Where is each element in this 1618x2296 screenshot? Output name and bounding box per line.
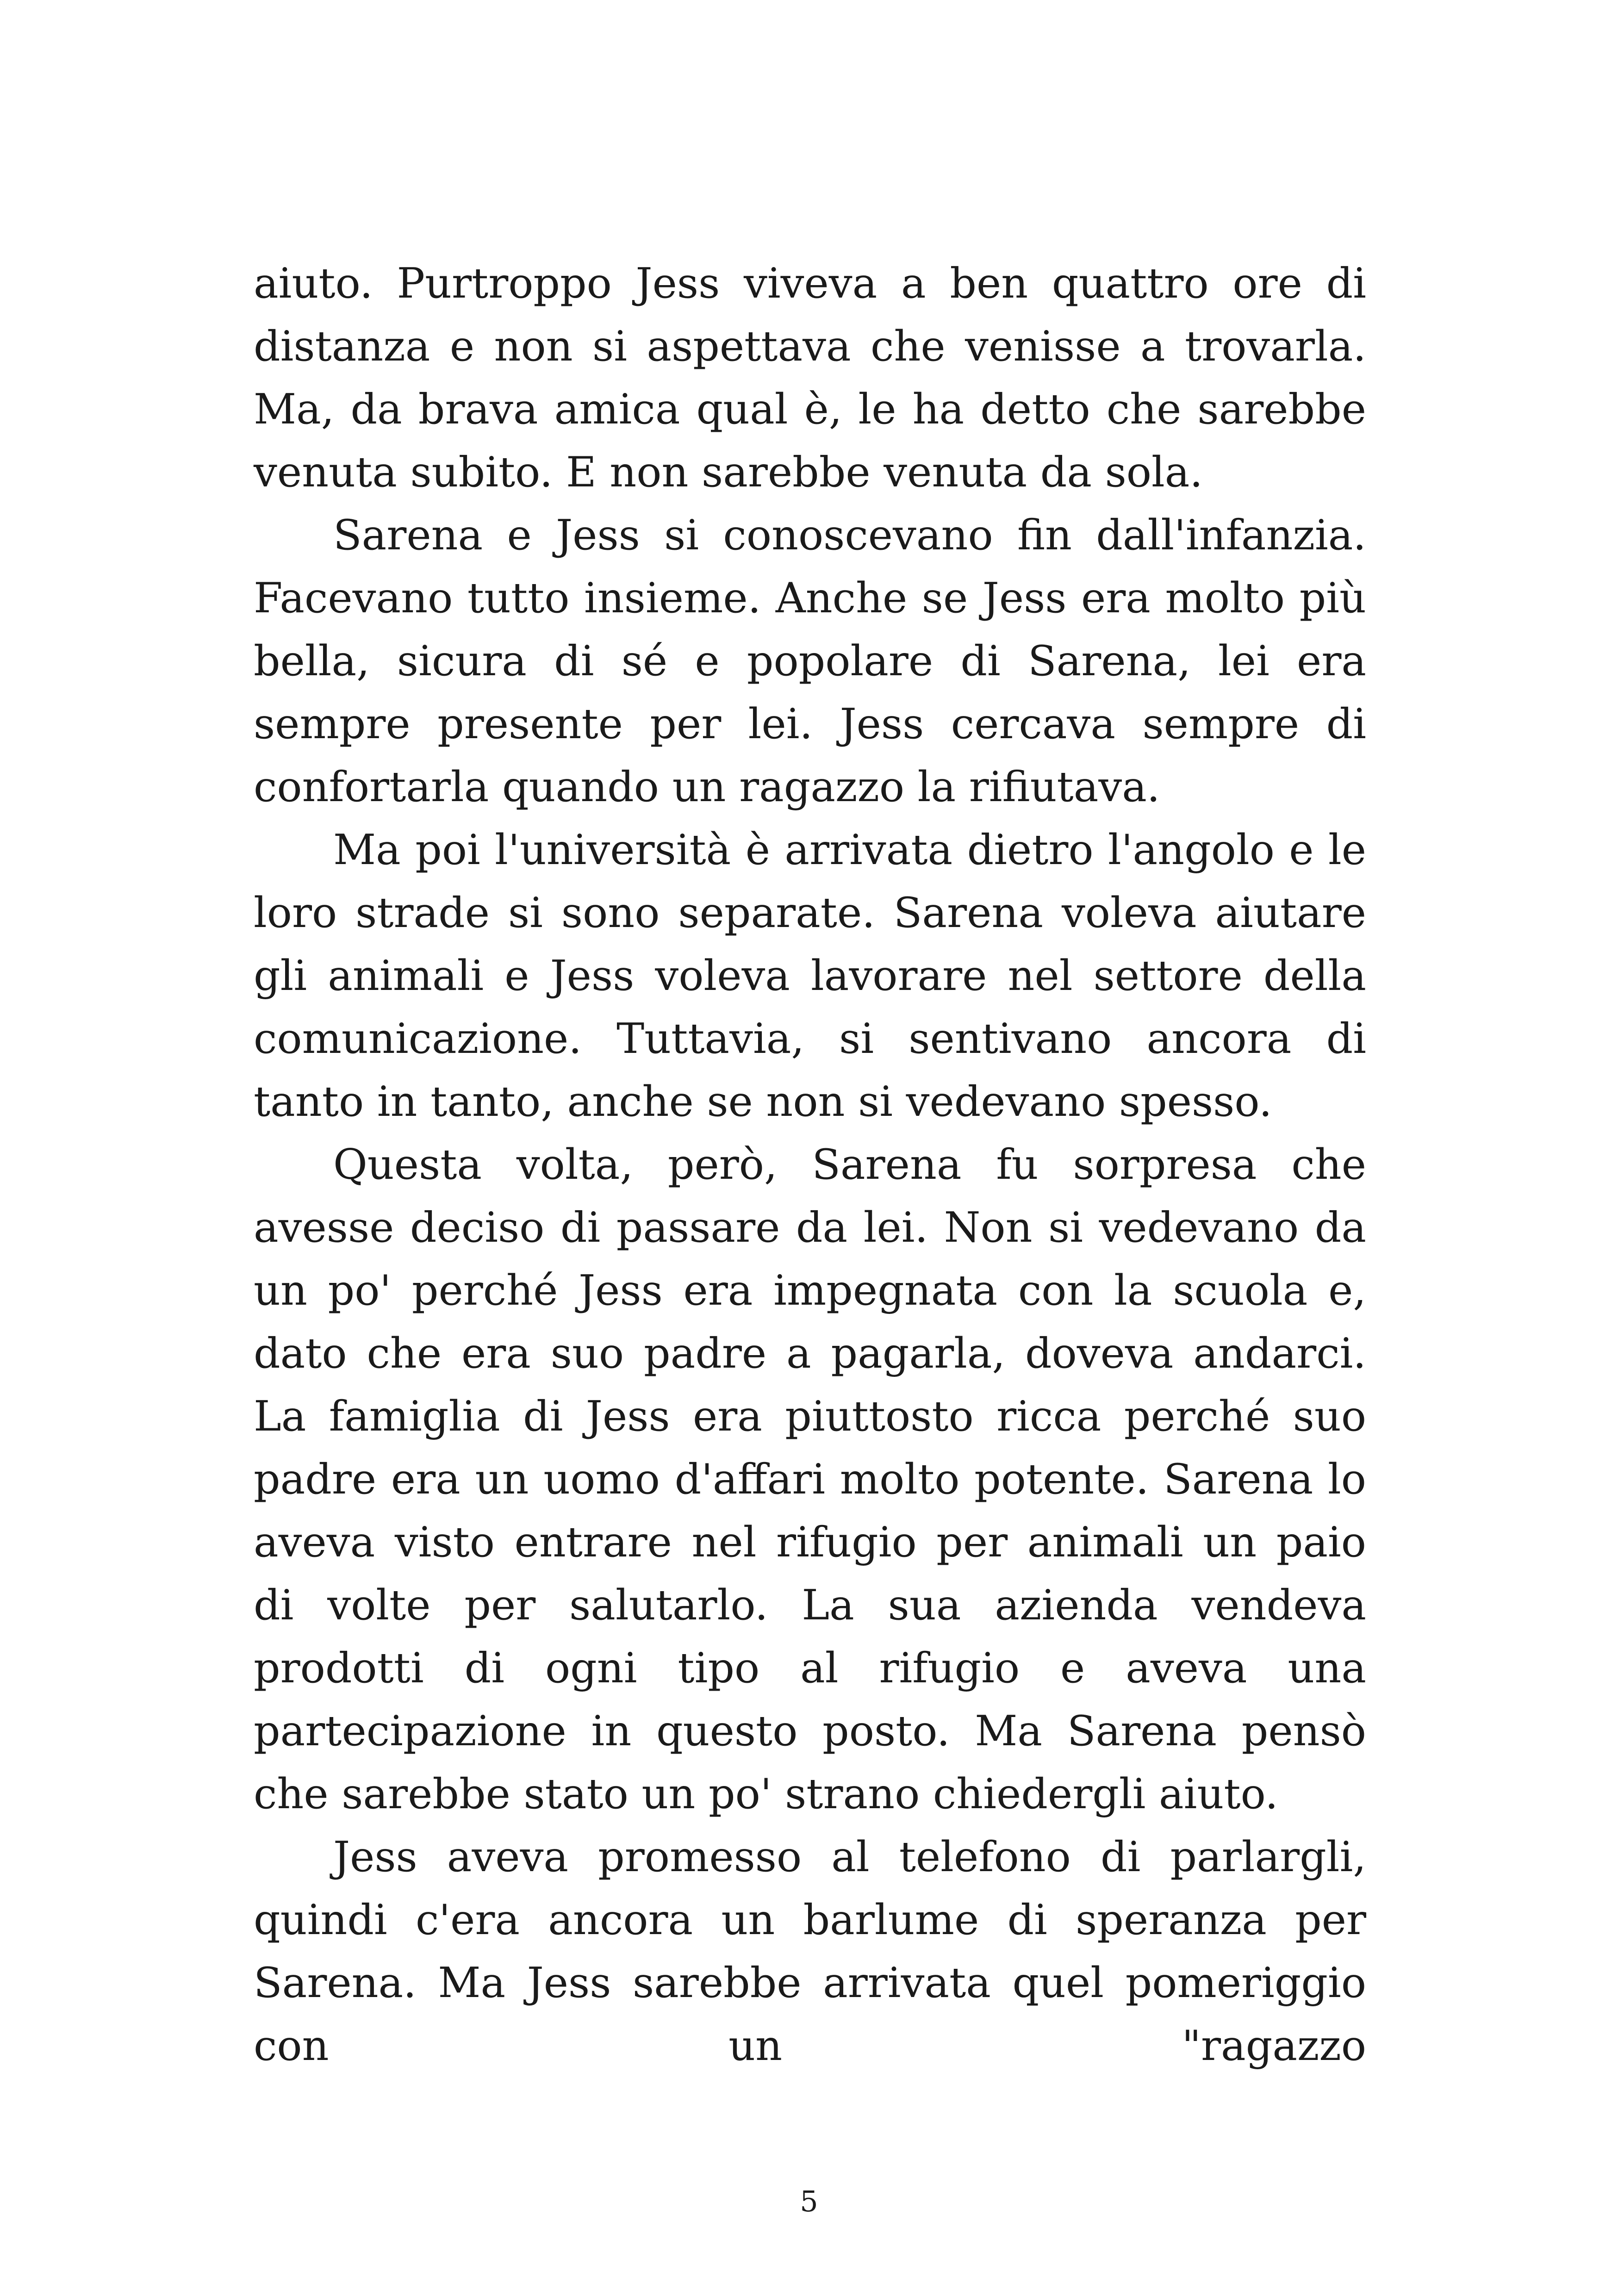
paragraph: Jess aveva promesso al telefono di parlargli, quindi c'era ancora un barlume di speranza per Sarena. Ma Jess sarebbe arrivata quel pomeriggio con un "ragazzo (254, 1833, 1366, 2070)
page-number: 5 (800, 2184, 818, 2218)
paragraph: Questa volta, però, Sarena fu sorpresa che avesse deciso di passare da lei. Non si vedevano da un po' perché Jess era impegnata con la scuola e, dato che era suo padre a pagarla, doveva andarci. La famiglia di Jess era piuttosto ricca perché suo padre era un uomo d'affari molto potente. Sarena lo aveva visto entrare nel rifugio per animali un paio di volte per salutarlo. La sua azienda vendeva prodotti di ogni tipo al rifugio e aveva una partecipazione in questo posto. Ma Sarena pensò che sarebbe stato un po' strano chiedergli aiuto. (254, 1140, 1366, 1818)
paragraph: aiuto. Purtroppo Jess viveva a ben quattro ore di distanza e non si aspettava che venisse a trovarla. Ma, da brava amica qual è, le ha detto che sarebbe venuta subito. E non sarebbe venuta da sola. (254, 259, 1366, 497)
paragraph: Sarena e Jess si conoscevano fin dall'infanzia. Facevano tutto insieme. Anche se Jess era molto più bella, sicura di sé e popolare di Sarena, lei era sempre presente per lei. Jess cercava sempre di confortarla quando un ragazzo la rifiutava. (254, 511, 1366, 811)
body-text (254, 252, 1366, 2078)
paragraph: Ma poi l'università è arrivata dietro l'angolo e le loro strade si sono separate. Sarena voleva aiutare gli animali e Jess voleva lavorare nel settore della comunicazione. Tuttavia, si sentivano ancora di tanto in tanto, anche se non si vedevano spesso. (254, 826, 1366, 1126)
